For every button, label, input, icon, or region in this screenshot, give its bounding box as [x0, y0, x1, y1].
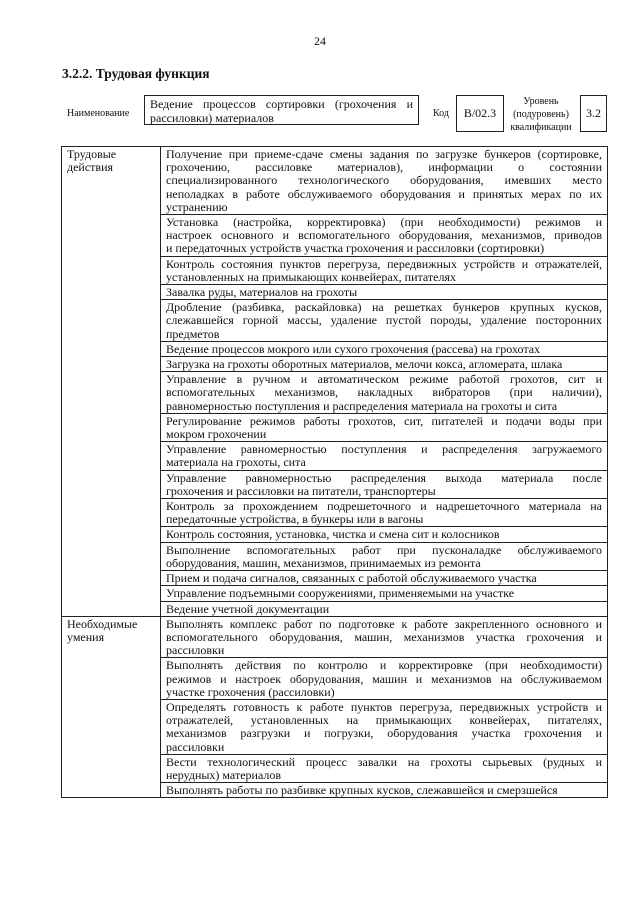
- item-cell: [161, 300, 608, 342]
- function-table: [61, 146, 608, 798]
- item-text-line: Получение при приеме-сдаче смены задания по загрузке бункеров (сортировке,: [166, 147, 602, 161]
- item-text-line: грохочению, рассиловке материалов), информации о состоянии: [166, 160, 602, 175]
- item-text-line: оборудования, машин, механизмов, принимаемых из ремонта: [166, 555, 481, 570]
- item-text-line: рассиловки: [166, 643, 225, 658]
- item-text-line: Выполнять работы по разбивке крупных кусков, слежавшейся и смерзшейся: [166, 783, 558, 798]
- level-value: 3.2: [586, 106, 601, 120]
- code-label: Код: [433, 108, 449, 119]
- item-text-line: Выполнять комплекс работ по подготовке к работе закрепленного основного и: [166, 616, 602, 631]
- code-value: B/02.3: [463, 106, 497, 120]
- item-text-line: Контроль состояния пунктов перегруза, передвижных устройств и отражателей,: [166, 256, 602, 271]
- item-text-line: Регулирование режимов работы грохотов, сит, питателей и подачи воды при: [166, 413, 602, 428]
- item-text-line: Завалка руды, материалов на грохоты: [166, 285, 358, 300]
- item-cell: [161, 783, 608, 798]
- item-text-line: равномерностью поступления и распределения материала на грохоты и сита: [166, 398, 558, 413]
- page-number: 24: [314, 34, 326, 48]
- item-text-line: материала на грохоты, сита: [166, 455, 306, 470]
- item-text-line: предметов: [166, 326, 220, 341]
- name-label: Наименование: [67, 108, 130, 119]
- item-text-line: рассиловки: [166, 739, 225, 754]
- item-text-line: грохочения и рассиловки на питатели, транспортеры: [166, 483, 436, 498]
- item-text-line: Ведение учетной документации: [166, 601, 330, 616]
- item-text-line: Загрузка на грохоты оборотных материалов, мелочи кокса, агломерата, шлака: [166, 357, 563, 372]
- item-text-line: вспомогательных механизмов, накладных вибраторов (при наличии),: [166, 385, 602, 400]
- item-text-line: слежавшейся горной массы, удаление пустой породы, удаление посторонних: [166, 313, 602, 328]
- table-row: [62, 147, 608, 215]
- item-text-line: участке грохочения (рассиловки): [166, 684, 335, 699]
- item-text-line: установленных на примыкающих конвейерах, питателях: [166, 269, 457, 284]
- item-text-line: и передаточных устройств участка грохочения и рассиловки (сортировки): [166, 241, 545, 256]
- table-row: [62, 616, 608, 658]
- item-cell: [161, 699, 608, 754]
- category-label-line: Трудовые: [67, 147, 117, 161]
- item-cell: [161, 470, 608, 498]
- function-name-line: рассиловки) материалов: [150, 111, 274, 125]
- level-label-line: квалификации: [510, 122, 572, 133]
- item-cell: [161, 542, 608, 570]
- item-text-line: неполадках в работе обслуживаемого оборудования и принятых мерах по их: [166, 186, 602, 201]
- item-cell: [161, 658, 608, 700]
- item-text-line: Управление в ручном и автоматическом режиме работой грохотов, сит и: [166, 372, 602, 387]
- item-text-line: устранению: [166, 199, 228, 214]
- item-text-line: Ведение процессов мокрого или сухого грохочения (рассева) на грохотах: [166, 341, 541, 356]
- item-text-line: Управление равномерностью распределения выхода материала после: [166, 470, 602, 485]
- category-label-line: Необходимые: [67, 616, 138, 631]
- item-text-line: настроек основного и вспомогательного оборудования, механизмов, приводов: [166, 228, 602, 243]
- item-cell: [161, 357, 608, 372]
- item-text-line: передаточные устройства, в бункеры или в вагоны: [166, 512, 424, 527]
- item-text-line: Определять готовность к работе пунктов перегруза, передвижных устройств и: [166, 699, 602, 714]
- item-cell: [161, 754, 608, 782]
- level-label-line: (подуровень): [513, 109, 569, 120]
- item-text-line: Управление равномерностью поступления и распределения загружаемого: [166, 442, 602, 457]
- level-label-line: Уровень: [523, 96, 559, 107]
- item-cell: [161, 341, 608, 356]
- item-text-line: Дробление (разбивка, раскайловка) на решетках бункеров крупных кусков,: [166, 300, 602, 315]
- item-cell: [161, 413, 608, 441]
- section-title: 3.2.2. Трудовая функция: [62, 66, 210, 81]
- item-text-line: режимов и настроек оборудования, машин и механизмов на обслуживаемом: [166, 671, 602, 686]
- item-cell: [161, 147, 608, 215]
- item-cell: [161, 285, 608, 300]
- item-text-line: мокром грохочении: [166, 427, 267, 442]
- item-cell: [161, 571, 608, 586]
- item-text-line: Выполнение вспомогательных работ при пусконаладке обслуживаемого: [166, 542, 602, 557]
- item-text-line: Прием и подача сигналов, связанных с работой обслуживаемого участка: [166, 571, 537, 586]
- item-cell: [161, 616, 608, 658]
- category-label-line: умения: [67, 629, 105, 644]
- function-table-body: [62, 147, 608, 798]
- function-name-line: Ведение процессов сортировки (грохочения и: [150, 97, 413, 111]
- level-box: [580, 95, 607, 132]
- level-label: [505, 95, 577, 134]
- item-cell: [161, 442, 608, 470]
- item-text-line: специализированного технологического оборудования, имевших место: [166, 173, 602, 188]
- item-text-line: отражателей, установленных на примыкающих конвейерах, питателях,: [166, 713, 602, 728]
- item-text-line: Установка (настройка, корректировка) (при необходимости) режимов и: [166, 215, 602, 230]
- item-cell: [161, 499, 608, 527]
- category-cell: [62, 616, 161, 798]
- item-text-line: Выполнять действия по контролю и корректировке (при необходимости): [166, 658, 602, 673]
- item-cell: [161, 215, 608, 257]
- item-text-line: Вести технологический процесс завалки на грохоты сырьевых (рудных и: [166, 754, 602, 769]
- item-text-line: нерудных) материалов: [166, 767, 282, 782]
- code-box: [456, 95, 504, 132]
- item-text-line: вспомогательного оборудования, машин, механизмов участка грохочения и: [166, 629, 602, 644]
- function-name-box: [144, 95, 419, 125]
- item-cell: [161, 586, 608, 601]
- item-text-line: механизмов разгрузки и погрузки, оборудования участка грохочения и: [166, 726, 602, 741]
- item-text-line: Контроль за прохождением подрешеточного и надрешеточного материала на: [166, 499, 602, 514]
- category-label-line: действия: [67, 160, 114, 175]
- item-text-line: Управление подъемными сооружениями, применяемыми на участке: [166, 586, 515, 601]
- category-cell: [62, 147, 161, 617]
- item-cell: [161, 601, 608, 616]
- item-cell: [161, 256, 608, 284]
- item-cell: [161, 372, 608, 414]
- item-text-line: Контроль состояния, установка, чистка и смена сит и колосников: [166, 527, 500, 542]
- item-cell: [161, 527, 608, 542]
